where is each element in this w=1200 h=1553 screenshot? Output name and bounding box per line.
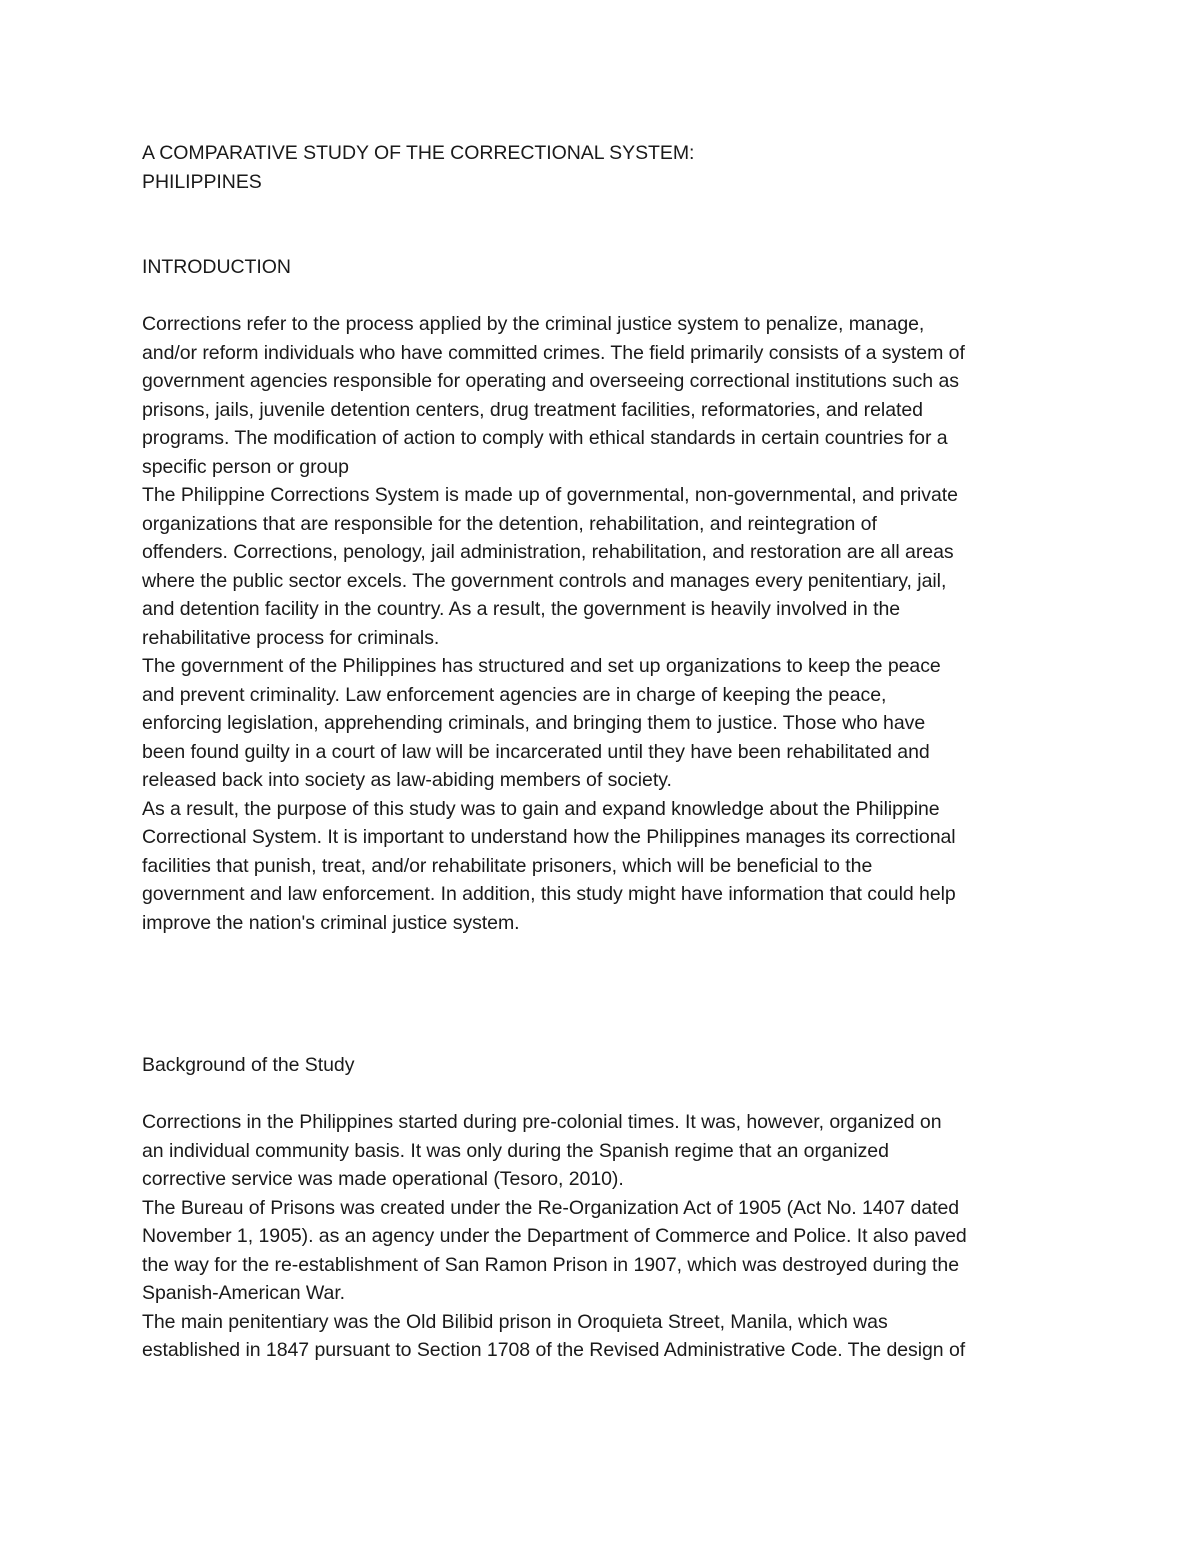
section-heading: INTRODUCTION <box>142 256 291 278</box>
background-heading <box>142 1051 1077 1080</box>
text-line: Correctional System. It is important to understand how the Philippines manages its correctional <box>142 826 956 848</box>
text-line: government and law enforcement. In addition, this study might have information that could help <box>142 883 956 905</box>
text-line: corrective service was made operational (Tesoro, 2010). <box>142 1168 624 1190</box>
text-line: released back into society as law-abiding members of society. <box>142 769 672 791</box>
introduction-text <box>142 310 1077 937</box>
title-line: A COMPARATIVE STUDY OF THE CORRECTIONAL SYSTEM: <box>142 142 695 164</box>
text-line: November 1, 1905). as an agency under the Department of Commerce and Police. It also paved <box>142 1225 967 1247</box>
text-line: offenders. Corrections, penology, jail administration, rehabilitation, and restoration are all areas <box>142 541 954 563</box>
text-line: and/or reform individuals who have committed crimes. The field primarily consists of a system of <box>142 341 965 364</box>
text-line: programs. The modification of action to comply with ethical standards in certain countries for a <box>142 427 948 449</box>
text-line: rehabilitative process for criminals. <box>142 626 440 649</box>
introduction-heading <box>142 253 1077 282</box>
title-line: PHILIPPINES <box>142 170 262 193</box>
text-line: and prevent criminality. Law enforcement agencies are in charge of keeping the peace, <box>142 683 887 706</box>
text-line: facilities that punish, treat, and/or rehabilitate prisoners, which will be beneficial to the <box>142 854 873 877</box>
document-body <box>142 139 1077 1365</box>
text-line: improve the nation's criminal justice system. <box>142 911 520 934</box>
text-line: The main penitentiary was the Old Bilibid prison in Oroquieta Street, Manila, which was <box>142 1310 888 1333</box>
text-line: Spanish-American War. <box>142 1282 346 1304</box>
text-line: Corrections refer to the process applied by the criminal justice system to penalize, manage, <box>142 313 925 335</box>
text-line: As a result, the purpose of this study was to gain and expand knowledge about the Philippine <box>142 797 940 820</box>
text-line: The Bureau of Prisons was created under the Re-Organization Act of 1905 (Act No. 1407 dated <box>142 1196 960 1219</box>
document-title <box>142 139 1077 196</box>
text-line: organizations that are responsible for the detention, rehabilitation, and reintegration of <box>142 512 877 535</box>
background-text <box>142 1108 1077 1365</box>
text-line: been found guilty in a court of law will be incarcerated until they have been rehabilitated and <box>142 740 930 763</box>
section-heading: Background of the Study <box>142 1054 355 1076</box>
text-line: government agencies responsible for operating and overseeing correctional institutions such as <box>142 370 959 392</box>
text-line: Corrections in the Philippines started during pre-colonial times. It was, however, organized on <box>142 1111 942 1133</box>
text-line: specific person or group <box>142 455 349 478</box>
text-line: where the public sector excels. The government controls and manages every penitentiary, jail, <box>142 569 947 592</box>
text-line: the way for the re-establishment of San Ramon Prison in 1907, which was destroyed during the <box>142 1253 960 1276</box>
text-line: The Philippine Corrections System is made up of governmental, non-governmental, and private <box>142 484 958 506</box>
text-line: enforcing legislation, apprehending criminals, and bringing them to justice. Those who have <box>142 712 926 734</box>
text-line: The government of the Philippines has structured and set up organizations to keep the peace <box>142 655 941 677</box>
text-line: an individual community basis. It was only during the Spanish regime that an organized <box>142 1139 889 1162</box>
text-line: and detention facility in the country. As a result, the government is heavily involved in the <box>142 598 901 620</box>
text-line: established in 1847 pursuant to Section 1708 of the Revised Administrative Code. The design of <box>142 1339 966 1361</box>
text-line: prisons, jails, juvenile detention centers, drug treatment facilities, reformatories, and related <box>142 398 923 421</box>
